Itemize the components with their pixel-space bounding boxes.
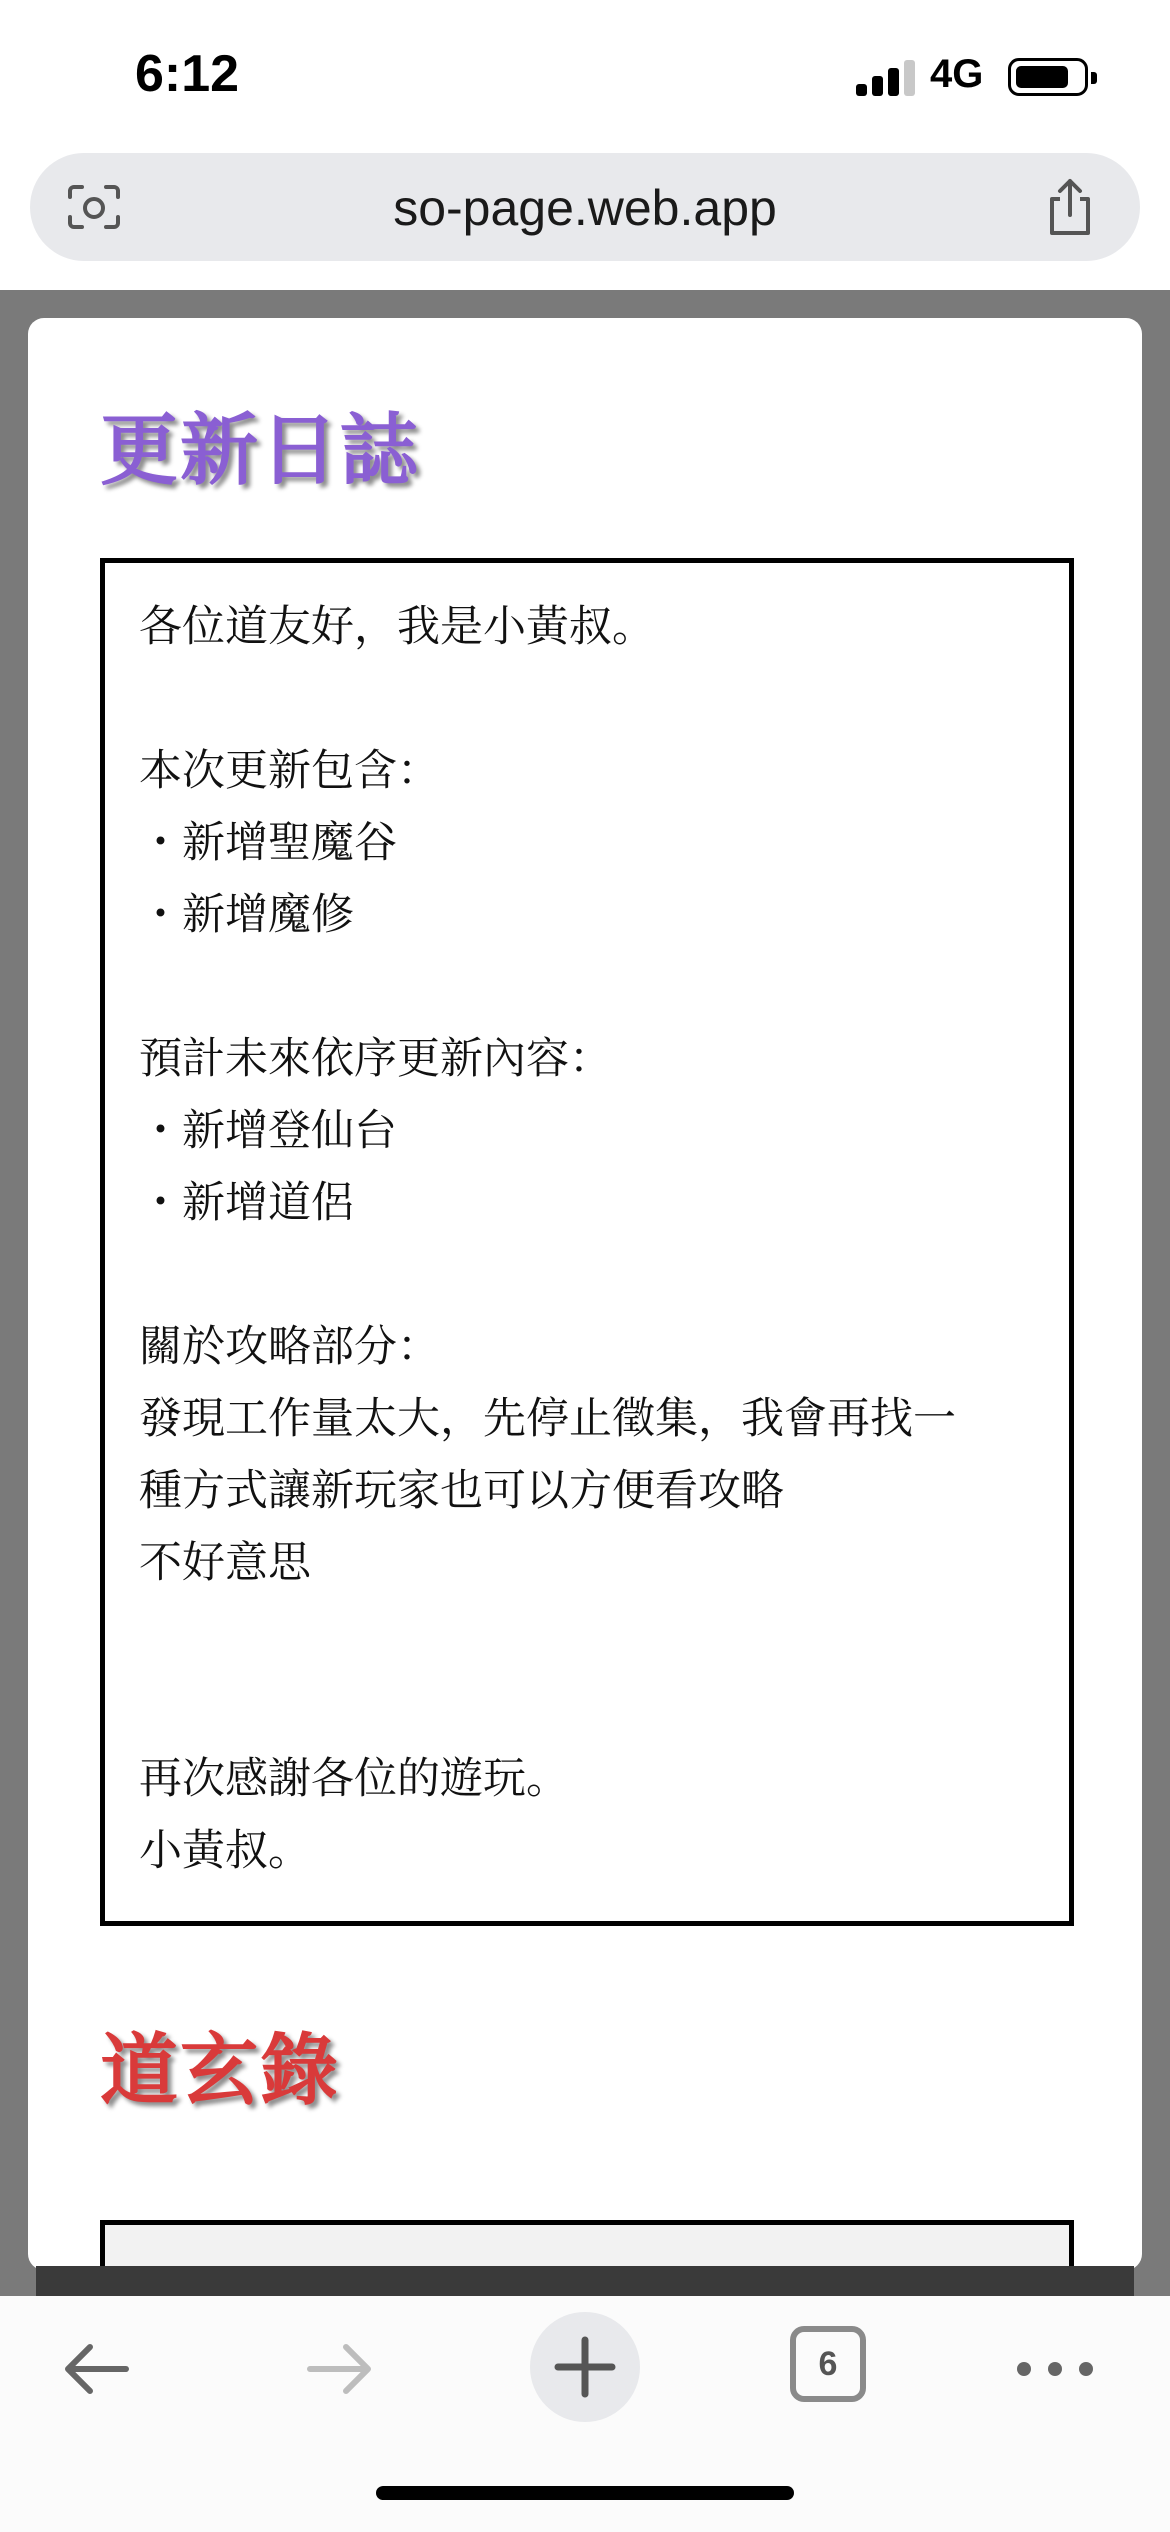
home-indicator[interactable] [376, 2486, 794, 2500]
plus-icon [530, 2312, 640, 2422]
log-line: 預計未來依序更新內容： [139, 1034, 612, 1084]
log-line: 發現工作量太大，先停止徵集，我會再找一 [139, 1394, 956, 1444]
address-bar[interactable] [30, 153, 1140, 261]
log-line [139, 1599, 1069, 1671]
log-line: 本次更新包含： [139, 746, 440, 796]
status-bar [0, 0, 1170, 150]
new-tab-button[interactable] [530, 2312, 640, 2422]
update-log-box [100, 558, 1074, 1926]
share-icon[interactable] [1042, 177, 1098, 237]
log-line: 再次感謝各位的遊玩。 [139, 1754, 569, 1804]
log-line [139, 951, 1069, 1023]
log-line [139, 1671, 1069, 1743]
log-line: ・新增道侶 [139, 1178, 354, 1228]
daoxuan-title: 道玄錄 [100, 2026, 341, 2116]
url-text[interactable]: so-page.web.app [393, 180, 777, 236]
log-line: ・新增登仙台 [139, 1106, 397, 1156]
log-line: ・新增魔修 [139, 890, 354, 940]
log-line: 小黃叔。 [139, 1826, 311, 1876]
log-line: ・新增聖魔谷 [139, 818, 397, 868]
content-card [28, 318, 1142, 2270]
signal-icon [856, 58, 916, 96]
log-line [139, 663, 1069, 735]
back-arrow-icon[interactable] [56, 2334, 136, 2404]
log-line: 種方式讓新玩家也可以方便看攻略 [139, 1466, 784, 1516]
forward-arrow-icon[interactable] [300, 2334, 380, 2404]
page-bottom-band [36, 2266, 1134, 2296]
updates-title: 更新日誌 [100, 406, 421, 496]
more-dots-icon[interactable] [1012, 2334, 1098, 2404]
log-line: 各位道友好，我是小黃叔。 [139, 602, 655, 652]
page-viewport[interactable] [0, 290, 1170, 2296]
network-type: 4G [930, 52, 984, 96]
log-line: 不好意思 [139, 1538, 311, 1588]
log-line [139, 1239, 1069, 1311]
tabs-icon[interactable]: 6 [790, 2326, 866, 2402]
status-time: 6:12 [135, 45, 240, 103]
battery-icon [1008, 58, 1088, 96]
log-line: 關於攻略部分： [139, 1322, 440, 1372]
